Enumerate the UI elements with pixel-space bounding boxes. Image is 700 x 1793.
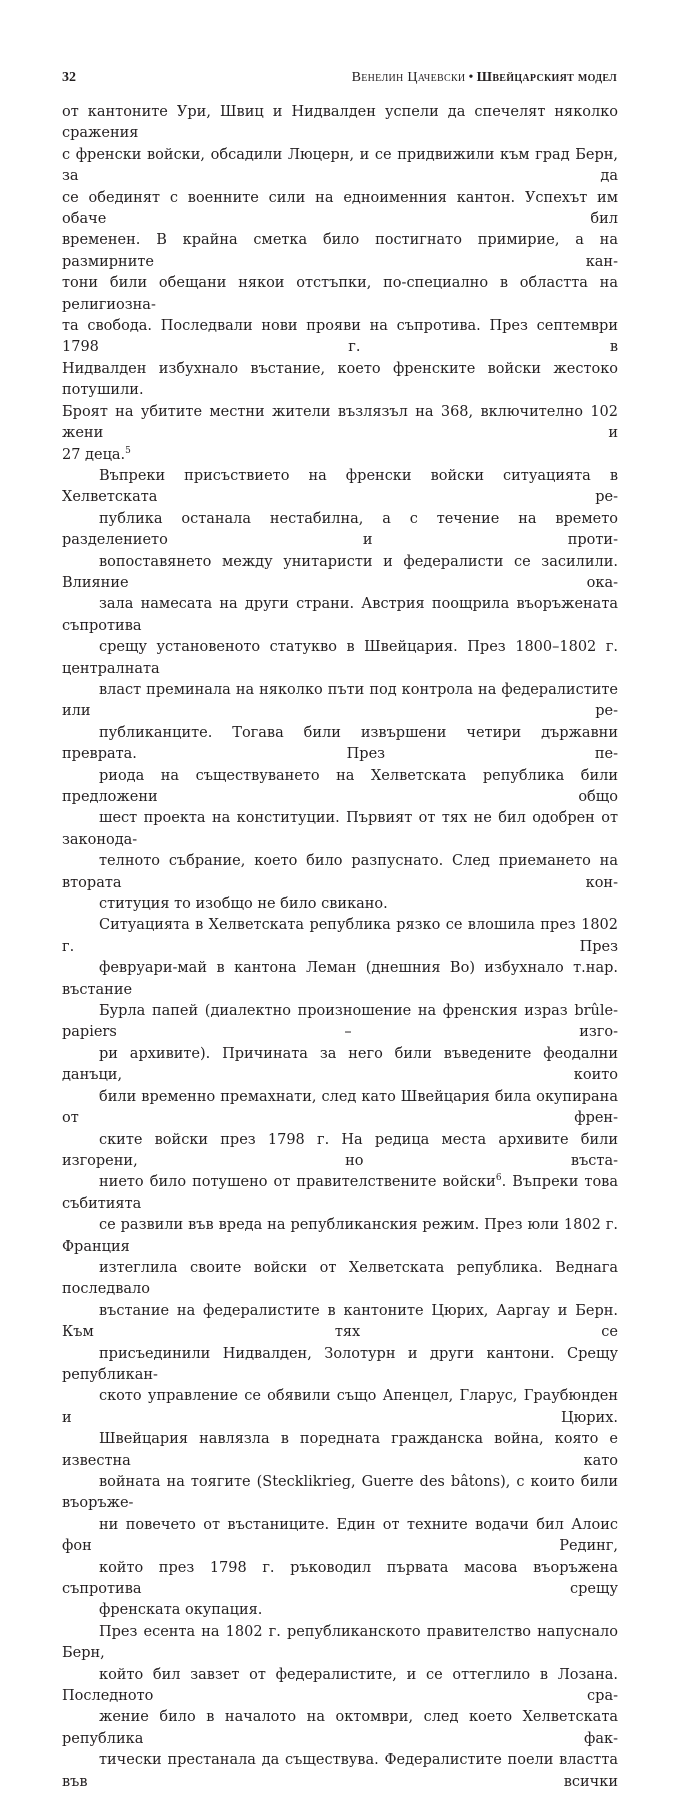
text-line: [62, 808, 618, 851]
text-line: [62, 1386, 618, 1429]
line-text: се обединят с военните сили на едноименния кантон. Успехът им обаче бил: [62, 189, 618, 228]
line-text: вопоставянето между унитаристи и федералисти се засилили. Влияние ока-: [62, 553, 618, 591]
footnote-ref: 5: [125, 445, 131, 456]
line-text: войната на тоягите (Stecklikrieg, Guerre des bâtons), с които били въоръже-: [62, 1474, 618, 1512]
line-text: Въпреки присъствието на френски войски ситуацията в Хелветската ре-: [62, 467, 618, 506]
line-text: телното събрание, което било разпуснато. След приемането на втората кон-: [62, 853, 618, 891]
paragraph: [62, 1622, 618, 1793]
line-text: Бурла папей (диалектно произношение на френския израз brûle-papiers – изго-: [62, 1003, 618, 1041]
text-line: [62, 145, 618, 188]
line-text: зала намесата на други страни. Австрия поощрила въоръжената съпротива: [62, 596, 618, 634]
running-head: [352, 70, 617, 86]
text-line: [62, 509, 618, 552]
line-text: ските войски през 1798 г. На редица места архивите били изгорени, но въста-: [62, 1131, 618, 1169]
text-line: [62, 1215, 618, 1258]
footnote-ref: 6: [495, 1173, 502, 1184]
text-line: [62, 102, 618, 145]
text-line: [62, 766, 618, 809]
line-text: изтеглила своите войски от Хелветската република. Веднага последвало: [62, 1259, 618, 1298]
line-text: 27 деца.: [62, 446, 126, 463]
paragraph: [62, 466, 618, 916]
text-line: [62, 316, 618, 359]
text-line: [62, 894, 618, 915]
text-line: [62, 1044, 618, 1087]
line-text: риода на съществуването на Хелветската република били предложени общо: [62, 767, 618, 805]
line-text: ни повечето от въстаниците. Един от техните водачи бил Алоис фон Рединг,: [62, 1516, 618, 1555]
text-line: [62, 445, 618, 466]
text-line: [62, 1001, 618, 1044]
line-text: били временно премахнати, след като Швейцария била окупирана от френ-: [62, 1088, 618, 1127]
line-text: та свобода. Последвали нови прояви на съпротива. През септември 1798 г. в: [62, 318, 618, 356]
text-line: [62, 1301, 618, 1344]
line-text: жение било в началото на октомври, след което Хелветската република фак-: [62, 1709, 618, 1747]
text-line: [62, 188, 618, 231]
line-text: Швейцария навлязла в поредната гражданска война, която е известна като: [62, 1431, 618, 1469]
author-name: Венелин Цачевски: [351, 70, 466, 85]
text-line: [62, 1087, 618, 1130]
line-text: се развили във вреда на републиканския режим. През юли 1802 г. Франция: [62, 1217, 618, 1255]
line-text: тони били обещани някои отстъпки, по-специално в областта на религиозна-: [62, 275, 618, 313]
text-line: [62, 359, 618, 402]
text-line: [62, 273, 618, 316]
line-text: публика останала нестабилна, а с течение на времето разделението и проти-: [62, 510, 618, 549]
line-text: който бил завзет от федералистите, и се оттеглило в Лозана. Последното сра-: [62, 1666, 618, 1705]
text-line: [62, 1600, 618, 1621]
line-text: шест проекта на конституции. Първият от тях не бил одобрен от законода-: [62, 810, 618, 848]
line-text: тически престанала да съществува. Федералистите поели властта във всички: [62, 1752, 618, 1790]
line-text: френската окупация.: [99, 1602, 263, 1619]
text-line: [62, 466, 618, 509]
line-text: Ситуацията в Хелветската република рязко се влошила през 1802 г. През: [62, 917, 618, 955]
text-line: [62, 552, 618, 595]
line-text: публиканците. Тогава били извършени четири държавни преврата. През пе-: [62, 724, 618, 763]
text-line: [62, 1750, 618, 1793]
text-line: [62, 1429, 618, 1472]
line-text: от кантоните Ури, Швиц и Нидвалден успели да спечелят няколко сражения: [62, 104, 618, 142]
body-text: [62, 102, 618, 1793]
line-text: Нидвалден избухнало въстание, което френските войски жестоко потушили.: [62, 360, 618, 399]
line-text: присъединили Нидвалден, Золотурн и други кантони. Срещу републикан-: [62, 1345, 618, 1383]
running-header: [62, 70, 617, 92]
line-text: временен. В крайна сметка било постигнато примирие, а на размирните кан-: [62, 232, 618, 270]
text-line: [62, 1558, 618, 1601]
line-text: ри архивите). Причината за него били въведените феодални данъци, които: [62, 1045, 618, 1084]
text-line: [62, 1622, 618, 1665]
header-bullet: •: [468, 70, 474, 85]
line-text: въстание на федералистите в кантоните Цюрих, Ааргау и Берн. Към тях се: [62, 1302, 618, 1341]
text-line: [62, 1665, 618, 1708]
text-line: [62, 915, 618, 958]
text-line: [62, 680, 618, 723]
line-text: който през 1798 г. ръководил първата масова въоръжена съпротива срещу: [62, 1559, 618, 1598]
line-text: власт преминала на няколко пъти под контрола на федералистите или ре-: [62, 681, 618, 720]
line-text: Броят на убитите местни жители възлязъл на 368, включително 102 жени и: [62, 403, 618, 442]
text-line: [62, 594, 618, 637]
paragraph: [62, 915, 618, 1621]
text-line: [62, 851, 618, 894]
text-line: [62, 1515, 618, 1558]
page-number: 32: [62, 70, 76, 85]
text-line: [62, 1344, 618, 1387]
text-line: [62, 637, 618, 680]
text-line: [62, 1707, 618, 1750]
line-text: ституция то изобщо не било свикано.: [99, 896, 388, 913]
line-text: февруари-май в кантона Леман (днешния Во) избухнало т.нар. въстание: [62, 960, 618, 998]
text-line: [62, 1130, 618, 1173]
book-title: Швейцарският модел: [476, 70, 617, 85]
text-line: [62, 723, 618, 766]
text-line: [62, 230, 618, 273]
paragraph: [62, 102, 618, 466]
line-text: ското управление се обявили също Апенцел, Гларус, Граубюнден и Цюрих.: [62, 1388, 618, 1426]
text-line: [62, 958, 618, 1001]
line-text-continued: . Въпреки това събитията: [62, 1174, 618, 1212]
line-text: През есента на 1802 г. републиканското правителство напуснало Берн,: [62, 1623, 618, 1662]
text-line: [62, 1472, 618, 1515]
line-text: нието било потушено от правителствените войски: [99, 1174, 496, 1191]
text-line: [62, 1258, 618, 1301]
line-text: срещу установеното статукво в Швейцария. През 1800–1802 г. централната: [62, 639, 618, 677]
text-line: [62, 402, 618, 445]
text-line: [62, 1172, 618, 1215]
line-text: с френски войски, обсадили Люцерн, и се придвижили към град Берн, за да: [62, 146, 618, 185]
